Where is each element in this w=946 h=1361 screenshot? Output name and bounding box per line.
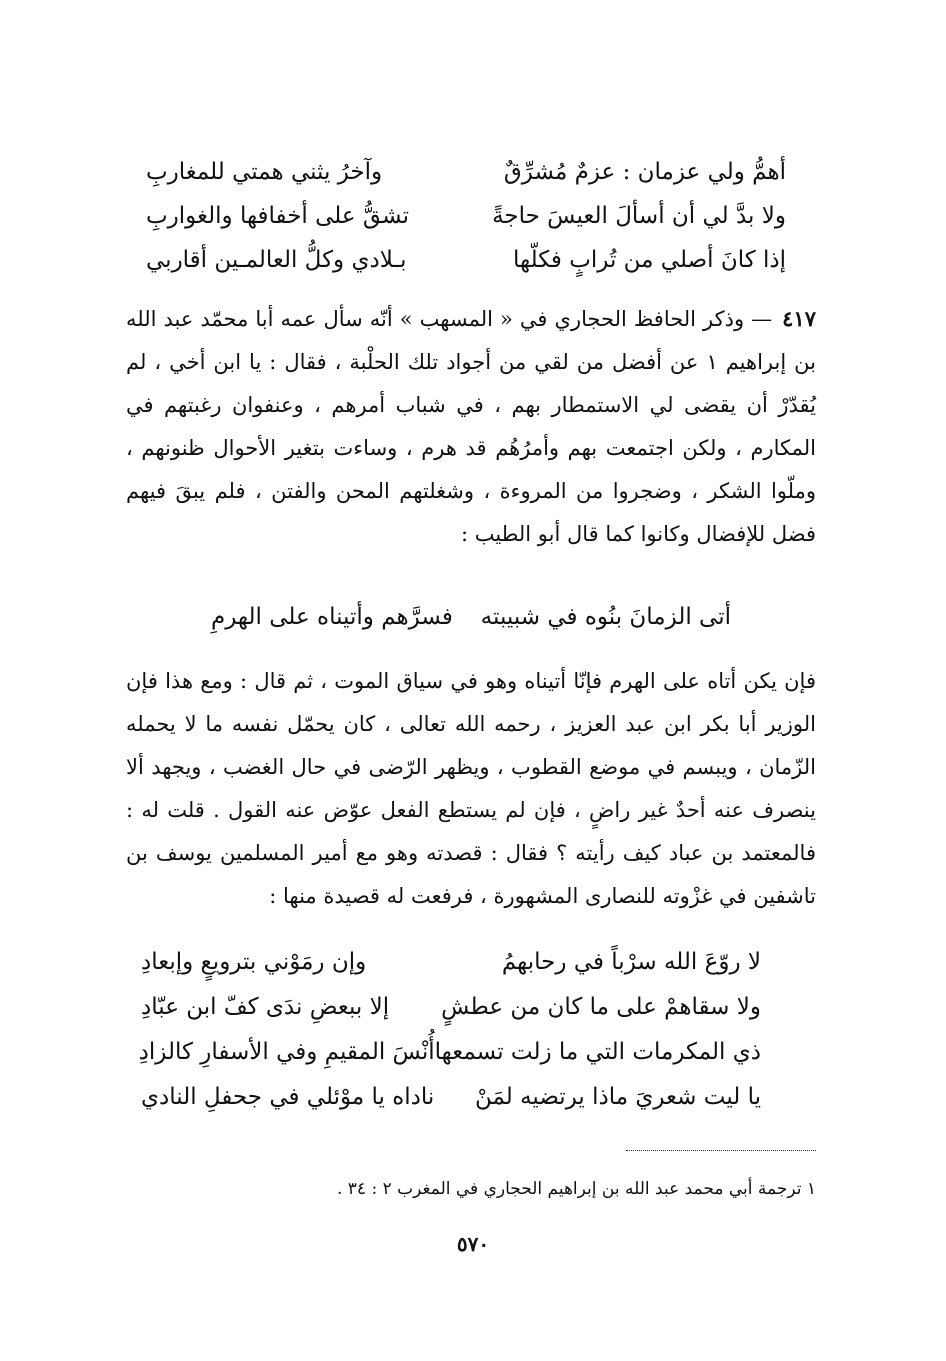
paragraph-417: [126, 297, 816, 556]
verse-line: [141, 940, 761, 985]
paragraph-text: [126, 297, 816, 556]
verse-second-hemistich: إلا ببعضِ ندَى كفّ ابن عبّادِ: [141, 994, 390, 1020]
verse-abu-tayyib: [211, 595, 731, 639]
verse-second-hemistich: ناداه يا موْئلي في جحفلِ النادي: [141, 1084, 435, 1110]
verse-second-hemistich: وإن رمَوْني بترويعٍ وإبعادِ: [141, 949, 367, 975]
paragraph-body: — وذكر الحافظ الحجاري في « المسهب » أنّه سأل عمه أبا محمّد عبد الله بن إبراهيم ١ عن أفضل من لقي من أجواد تلك الحلْبة ، فقال : يا ابن أخي ، لم يُقدّرْ أن يقضى لي الاستمطار بهم ، في شباب أمرهم ، وعنفوان رغبتهم في المكارم ، ولكن اجتمعت بهم وأمرُهُم قد هرم ، وساءت بتغير الأحوال ظنونهم ، وملّوا الشكر ، وضجروا من المروءة ، وشغلتهم المحن والفتن ، فلم يبقَ فيهم فضل للإفضال وكانوا كما قال أبو الطيب :: [126, 307, 816, 546]
verse-line: [146, 194, 786, 238]
footnote-separator: [626, 1150, 816, 1151]
verse-line: [141, 985, 761, 1030]
paragraph-number: ٤١٧: [782, 306, 816, 331]
verse-first-hemistich: أهمُّ ولي عزمان : عزمٌ مُشرِّقٌ: [503, 159, 786, 185]
verse-line: [211, 595, 731, 639]
verse-first-hemistich: ولا سقاهمْ على ما كان من عطشٍ: [441, 994, 761, 1020]
verse-line: [141, 1075, 761, 1120]
verse-second-hemistich: وآخرُ يثني همتي للمغاربِ: [146, 159, 383, 185]
poem-top: [146, 150, 786, 282]
verse-first-hemistich: ولا بدَّ لي أن أسألَ العيسَ حاجةً: [492, 203, 786, 229]
verse-second-hemistich: فسرَّهم وأتيناه على الهرمِ: [211, 604, 453, 630]
verse-second-hemistich: تشقُّ على أخفافها والغواربِ: [146, 203, 410, 229]
verse-first-hemistich: ذي المكرمات التي ما زلت تسمعها: [434, 1039, 761, 1065]
verse-first-hemistich: يا ليت شعريَ ماذا يرتضيه لمَنْ: [474, 1084, 761, 1110]
paragraph-body: فإن يكن أتاه على الهرم فإنّا أتيناه وهو في سياق الموت ، ثم قال : ومع هذا فإن الوزير أبا بكر ابن عبد العزيز ، رحمه الله تعالى ، كان يحمّل نفسه ما لا يحمله الزّمان ، ويبسم في موضع القطوب ، ويظهر الرّضى في حال الغضب ، ويجهد ألا ينصرف عنه أحدٌ غير راضٍ ، فإن لم يستطع الفعل عوّض عنه القول . قلت له : فالمعتمد بن عباد كيف رأيته ؟ فقال : قصدته وهو مع أمير المسلمين يوسف بن تاشفين في غزْوته للنصارى المشهورة ، فرفعت له قصيدة منها :: [126, 669, 816, 908]
verse-first-hemistich: أتى الزمانَ بنُوه في شبيبته: [480, 604, 731, 630]
verse-second-hemistich: أُنْسَ المقيمِ وفي الأسفارِ كالزادِ: [138, 1039, 435, 1065]
verse-second-hemistich: بـلادي وكلُّ العالمـين أقاربي: [146, 247, 407, 273]
verse-first-hemistich: إذا كانَ أصلي من تُرابٍ فكلّها: [512, 247, 786, 273]
verse-first-hemistich: لا روّعَ الله سرْباً في رحابهمُ: [501, 949, 761, 975]
verse-line: [138, 1030, 761, 1075]
poem-bottom: [138, 940, 761, 1120]
paragraph-continuation: [126, 660, 816, 918]
verse-line: [146, 238, 786, 282]
verse-line: [146, 150, 786, 194]
page-number: ٥٧٠: [456, 1232, 490, 1256]
footnote: ١ ترجمة أبي محمد عبد الله بن إبراهيم الحجاري في المغرب ٢ : ٣٤ .: [336, 1179, 816, 1199]
